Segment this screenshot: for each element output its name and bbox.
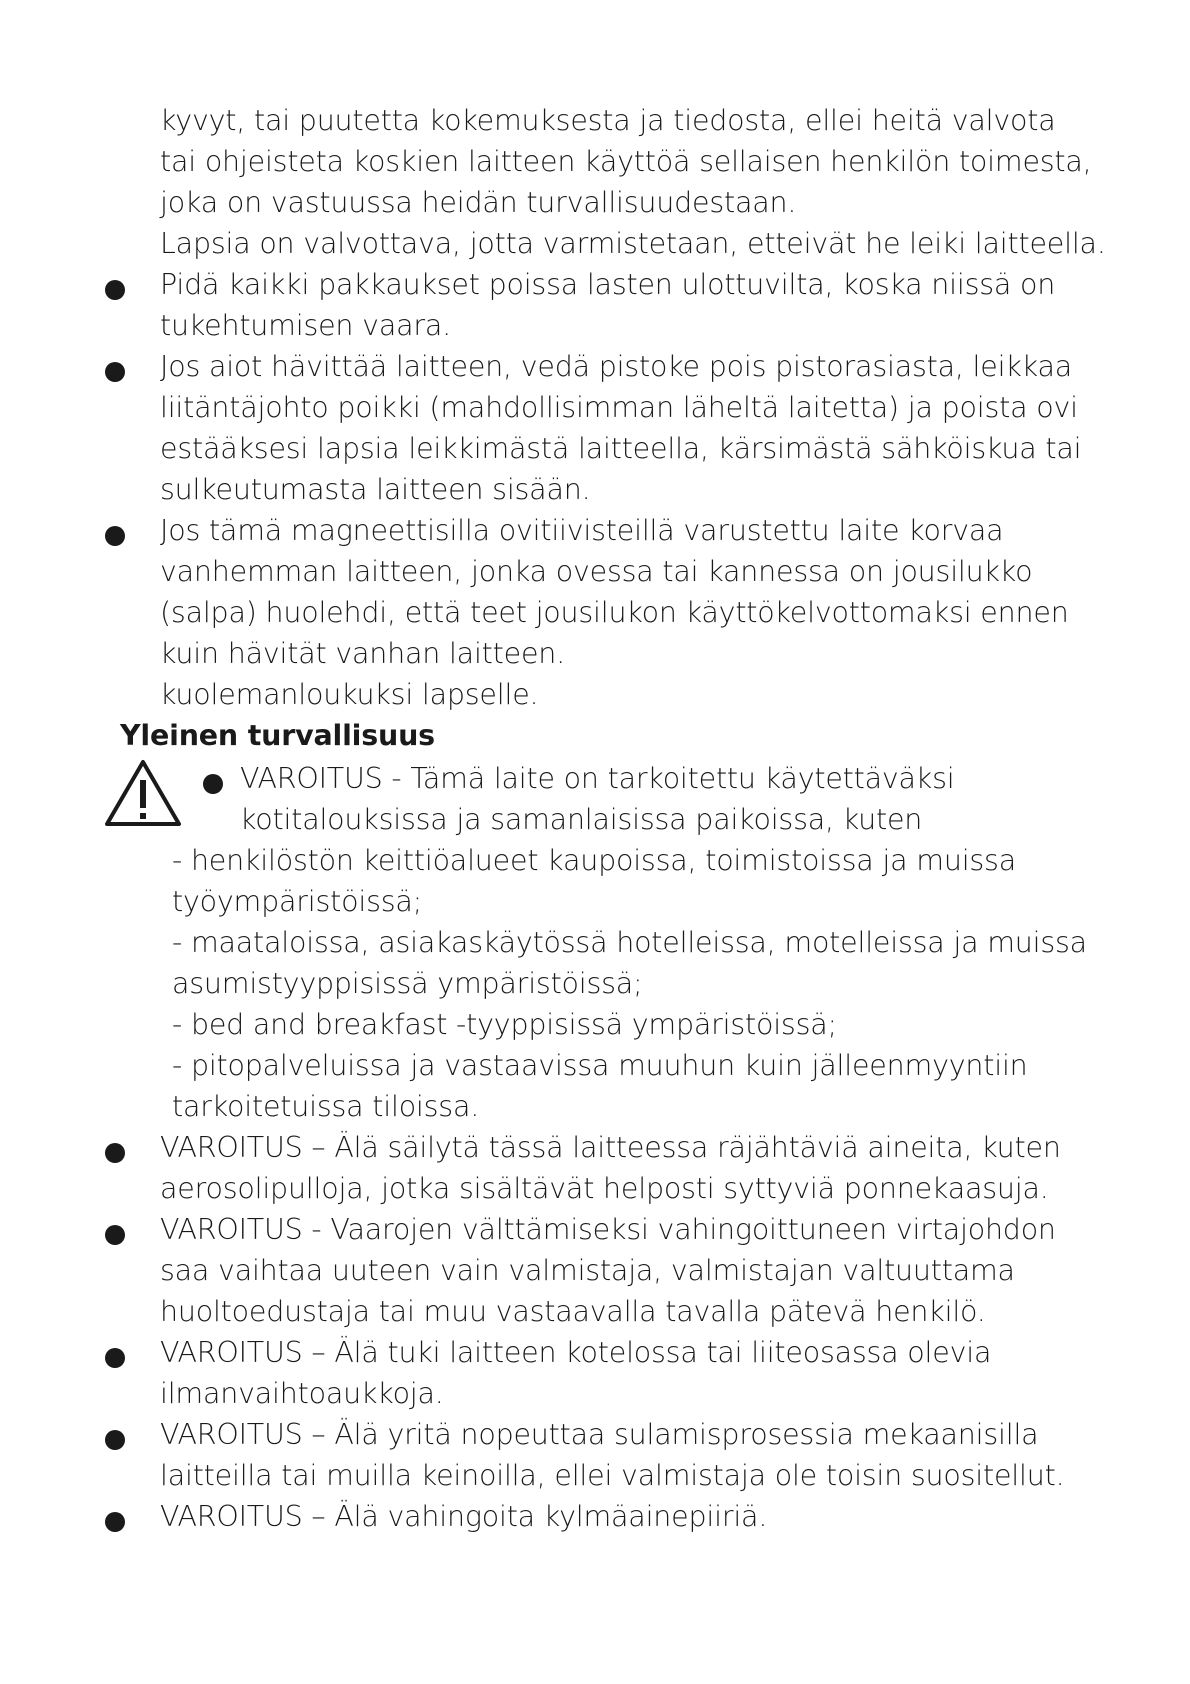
sub-item-line: - pitopalveluissa ja vastaavissa muuhun kuin jälleenmyyntiin — [172, 1049, 1028, 1082]
warning-line: saa vaihtaa uuteen vain valmistaja, valmistajan valtuuttama — [160, 1254, 1015, 1287]
list-item-line: Pidä kaikki pakkaukset poissa lasten ulottuvilta, koska niissä on — [160, 268, 1056, 301]
sub-item-line: asumistyyppisissä ympäristöissä; — [172, 967, 643, 1000]
warning-line: ilmanvaihtoaukkoja. — [160, 1377, 444, 1410]
warning-line: VAROITUS - Tämä laite on tarkoitettu käytettäväksi — [240, 762, 955, 795]
warning-line: VAROITUS – Älä yritä nopeuttaa sulamisprosessia mekaanisilla — [160, 1418, 1039, 1451]
intro-line: joka on vastuussa heidän turvallisuudestaan. — [160, 186, 797, 219]
sub-item-line: - maataloissa, asiakaskäytössä hotelleissa, motelleissa ja muissa — [172, 926, 1087, 959]
warning-line: kotitalouksissa ja samanlaisissa paikoissa, kuten — [240, 803, 923, 836]
bullet-icon — [105, 280, 125, 300]
intro-line: kyvyt, tai puutetta kokemuksesta ja tiedosta, ellei heitä valvota — [160, 104, 1056, 137]
sub-item-line: - henkilöstön keittiöalueet kaupoissa, toimistoissa ja muissa — [172, 844, 1016, 877]
list-item-line: estääksesi lapsia leikkimästä laitteella, kärsimästä sähköiskua tai — [160, 432, 1082, 465]
sub-item-line: työympäristöissä; — [172, 885, 423, 918]
bullet-icon — [105, 526, 125, 546]
list-item-line: kuolemanloukuksi lapselle. — [160, 678, 539, 711]
warning-line: huoltoedustaja tai muu vastaavalla tavalla pätevä henkilö. — [160, 1295, 986, 1328]
list-item-line: Jos aiot hävittää laitteen, vedä pistoke pois pistorasiasta, leikkaa — [160, 350, 1072, 383]
intro-line: Lapsia on valvottava, jotta varmistetaan, etteivät he leiki laitteella. — [160, 227, 1106, 260]
bullet-icon — [105, 1348, 125, 1368]
bullet-icon — [105, 1143, 125, 1163]
warning-line: VAROITUS – Älä vahingoita kylmäainepiiriä. — [160, 1500, 768, 1533]
list-item-line: vanhemman laitteen, jonka ovessa tai kannessa on jousilukko — [160, 555, 1033, 588]
bullet-icon — [203, 774, 223, 794]
warning-line: laitteilla tai muilla keinoilla, ellei valmistaja ole toisin suositellut. — [160, 1459, 1065, 1492]
sub-item-line: - bed and breakfast -tyyppisissä ympäristöissä; — [172, 1008, 837, 1041]
list-item-line: Jos tämä magneettisilla ovitiivisteillä varustettu laite korvaa — [160, 514, 1004, 547]
section-heading: Yleinen turvallisuus — [120, 719, 435, 752]
bullet-icon — [105, 1430, 125, 1450]
bullet-icon — [105, 362, 125, 382]
bullet-icon — [105, 1225, 125, 1245]
warning-line: aerosolipulloja, jotka sisältävät helposti syttyviä ponnekaasuja. — [160, 1172, 1049, 1205]
list-item-line: tukehtumisen vaara. — [160, 309, 451, 342]
intro-line: tai ohjeisteta koskien laitteen käyttöä sellaisen henkilön toimesta, — [160, 145, 1092, 178]
warning-line: VAROITUS – Älä säilytä tässä laitteessa räjähtäviä aineita, kuten — [160, 1131, 1061, 1164]
list-item-line: liitäntäjohto poikki (mahdollisimman läheltä laitetta) ja poista ovi — [160, 391, 1078, 424]
list-item-line: (salpa) huolehdi, että teet jousilukon käyttökelvottomaksi ennen — [160, 596, 1069, 629]
sub-item-line: tarkoitetuissa tiloissa. — [172, 1090, 480, 1123]
bullet-icon — [105, 1512, 125, 1532]
warning-line: VAROITUS – Älä tuki laitteen kotelossa tai liiteosassa olevia — [160, 1336, 992, 1369]
list-item-line: sulkeutumasta laitteen sisään. — [160, 473, 591, 506]
warning-triangle-icon — [103, 758, 183, 828]
list-item-line: kuin hävität vanhan laitteen. — [160, 637, 566, 670]
warning-line: VAROITUS - Vaarojen välttämiseksi vahingoittuneen virtajohdon — [160, 1213, 1056, 1246]
